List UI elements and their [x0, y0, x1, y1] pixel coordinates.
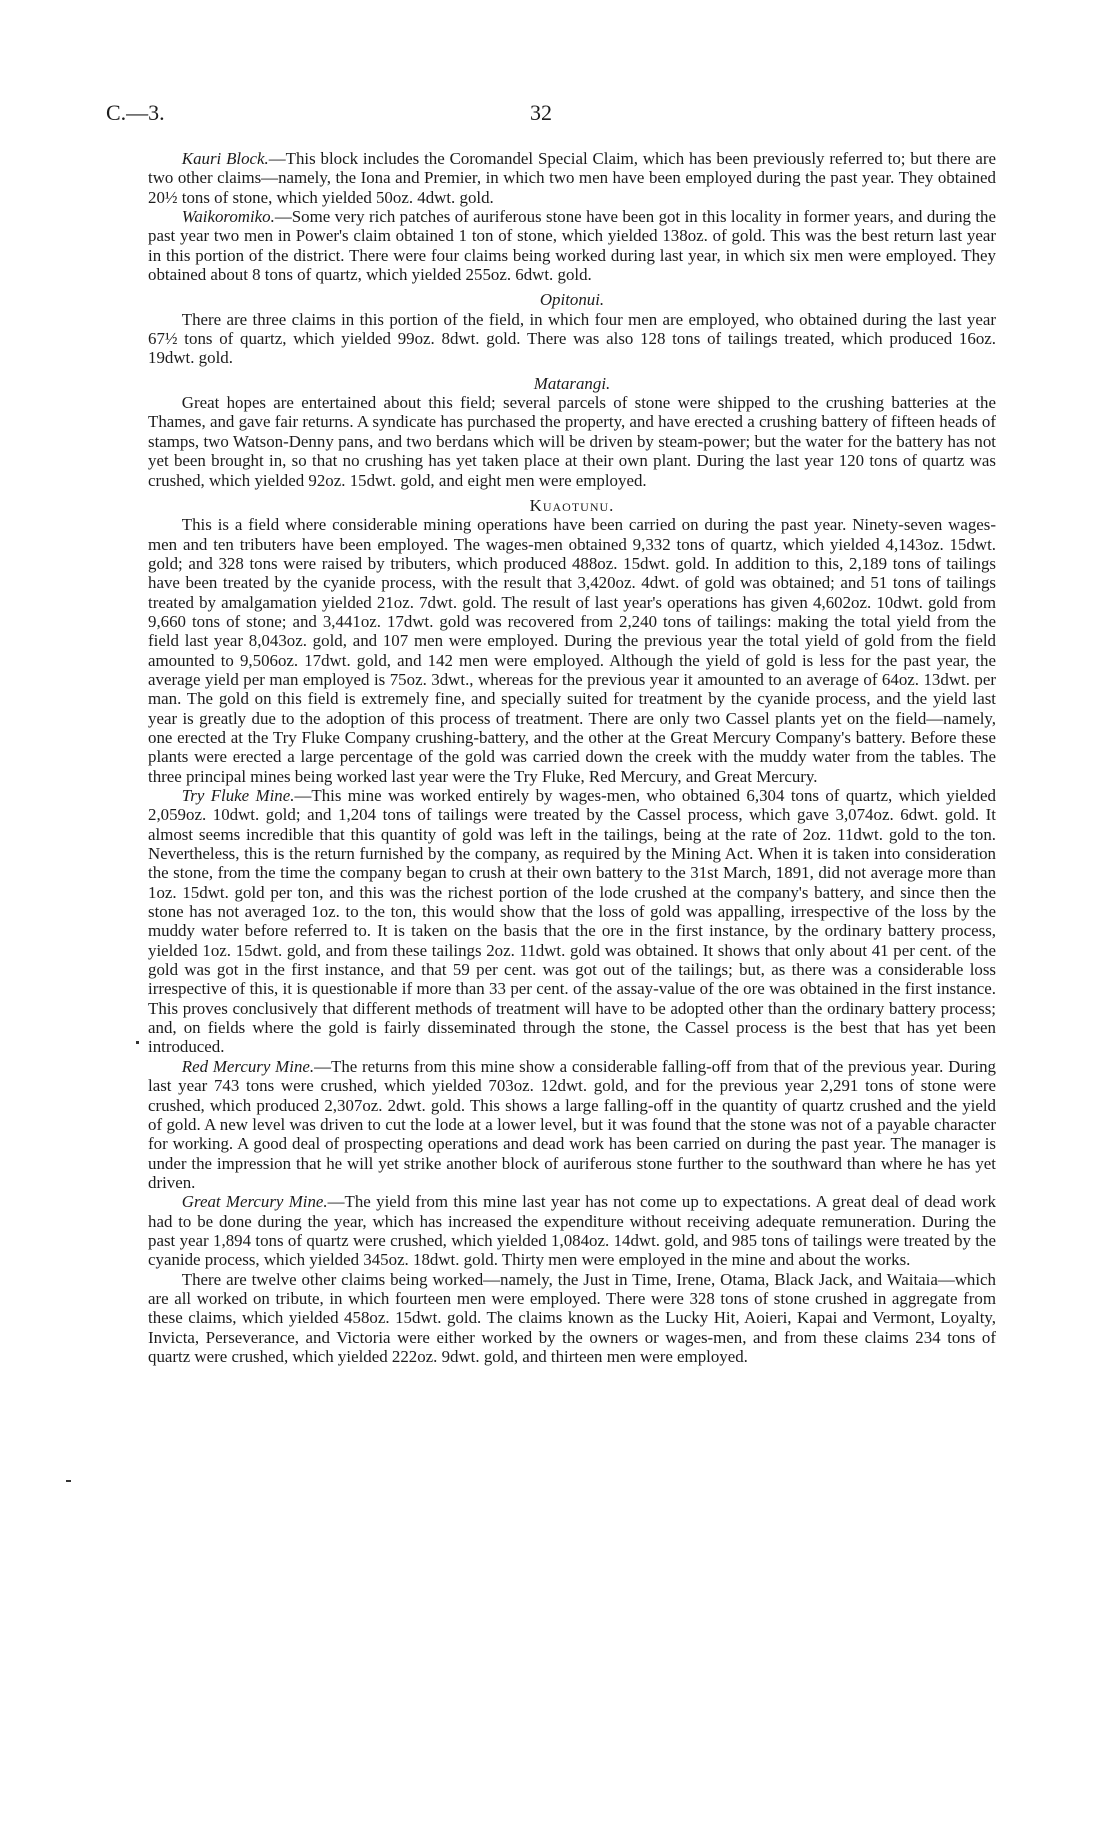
paragraph-lead: Try Fluke Mine.: [181, 786, 295, 805]
paragraph-lead: Red Mercury Mine.: [181, 1056, 315, 1076]
section-heading-kuaotunu: Kuaotunu.: [529, 495, 615, 515]
paragraph-kuaotunu: This is a field where considerable mining operations have been carried on during the past year. Ninety-seven wages-men and ten tributers have been employed. The wages-men obtained 9,332 tons of quartz, which yielded 4,143oz. 15dwt. gold; and 328 tons were raised by tributers, which produced 488oz. 15dwt. gold. In addition to this, 2,189 tons of tailings have been treated by the cyanide process, with the result that 3,420oz. 4dwt. of gold was obtained; and 51 tons of tailings treated by amalgamation yielded 21oz. 7dwt. gold. The result of last year's operations has given 4,602oz. 10dwt. gold from 9,660 tons of stone; and 3,441oz. 17dwt. gold was recovered from 2,240 tons of tailings: making the total yield from the field last year 8,043oz. gold, and 107 men were employed. During the previous year the total yield of gold from the field amounted to 9,506oz. 17dwt. gold, and 142 men were employed. Although the yield of gold is less for the past year, the average yield per man employed is 75oz. 3dwt., whereas for the previous year it amounted to an average of 64oz. 13dwt. per man. The gold on this field is extremely fine, and specially suited for treatment by the cyanide process, and the yield last year is greatly due to the adoption of this process of treatment. There are only two Cassel plants yet on the field—namely, one erected at the Try Fluke Company crushing-battery, and the other at the Great Mercury Company's battery. Before these plants were erected a large percentage of the gold was carried down the creek with the muddy water from the tables. The three principal mines being worked last year were the Try Fluke, Red Mercury, and Great Mercury.: [148, 515, 996, 786]
report-code: C.—3.: [106, 100, 165, 125]
paragraph-lead: Great Mercury Mine.: [181, 1192, 328, 1212]
paragraph-text: —The yield from this mine last year has not come up to expectations. A great deal of dead work had to be done during the year, which has increased the expenditure without receiving adequate remuneration. During the past year 1,894 tons of quartz were crushed, which yielded 1,084oz. 14dwt. gold, and 985 tons of tailings were treated by the cyanide process, which yielded 345oz. 18dwt. gold. Thirty men were employed in the mine and about the works.: [148, 1192, 996, 1270]
body-text: [148, 149, 996, 1366]
paragraph-text: —The returns from this mine show a considerable falling-off from that of the previous year. During last year 743 tons were crushed, which yielded 703oz. 12dwt. gold, and for the previous year 2,291 tons of stone were crushed, which produced 2,307oz. 2dwt. gold. This shows a large falling-off in the quantity of quartz crushed and the yield of gold. A new level was driven to cut the lode at a lower level, but it was found that the stone was not of a payable character for working. A good deal of prospecting operations and dead work has been carried on during the past year. The manager is under the impression that he will yet strike another block of auriferous stone further to the southward than where he has yet driven.: [148, 1056, 996, 1192]
section-heading-opitonui: Opitonui.: [539, 290, 605, 310]
margin-dot-mark: [136, 1041, 139, 1044]
paragraph-red-mercury-mine: [148, 1057, 996, 1192]
paragraph-opitonui: There are three claims in this portion of the field, in which four men are employed, who obtained during the last year 67½ tons of quartz, which yielded 99oz. 8dwt. gold. There was also 128 tons of tailings treated, which produced 16oz. 19dwt. gold.: [148, 309, 996, 368]
paragraph-waikoromiko: [148, 207, 996, 284]
paragraph-text: —This mine was worked entirely by wages-men, who obtained 6,304 tons of quartz, which yielded 2,059oz. 10dwt. gold; and 1,204 tons of tailings were treated by the Cassel process, which gave 3,074oz. 6dwt. gold. It almost seems incredible that this quantity of gold was left in the tailings, being at the rate of 2oz. 11dwt. gold to the ton. Nevertheless, this is the return furnished by the company, as required by the Mining Act. When it is taken into consideration the stone, from the time the company began to crush at their own battery to the 31st March, 1891, did not average more than 1oz. 15dwt. gold per ton, and this was the richest portion of the lode crushed at the company's battery, and since then the stone has not averaged 1oz. to the ton, this would show that the loss of gold was appalling, irrespective of the loss by the muddy water before referred to. It is taken on the basis that the ore in the first instance, by the ordinary battery process, yielded 1oz. 15dwt. gold, and from these tailings 2oz. 11dwt. gold was obtained. It shows that only about 41 per cent. of the gold was got in the first instance, and that 59 per cent. was got out of the tailings; but, as there was a considerable loss irrespective of this, it is questionable if more than 33 per cent. of the assay-value of the ore was obtained in the first instance. This proves conclusively that different methods of treatment will have to be adopted other than the ordinary battery process; and, on fields where the gold is fairly disseminated through the stone, the Cassel process is the best that has yet been introduced.: [148, 786, 996, 1057]
paragraph-lead: Kauri Block.: [181, 149, 269, 168]
paragraph-text: —Some very rich patches of auriferous stone have been got in this locality in former years, and during the past year two men in Power's claim obtained 1 ton of stone, which yielded 138oz. of gold. This was the best return last year in this portion of the district. There were four claims being worked during last year, in which six men were employed. They obtained about 8 tons of quartz, which yielded 255oz. 6dwt. gold.: [148, 207, 996, 285]
page-number: 32: [530, 100, 552, 125]
margin-dash-mark: [66, 1480, 71, 1482]
paragraph-kauri-block: [148, 149, 996, 207]
paragraph-great-mercury-mine: [148, 1192, 996, 1269]
paragraph-text: —This block includes the Coromandel Special Claim, which has been previously referred to; but there are two other claims—namely, the Iona and Premier, in which two men have been employed during the past year. They obtained 20½ tons of stone, which yielded 50oz. 4dwt. gold.: [148, 149, 996, 207]
paragraph-matarangi: Great hopes are entertained about this field; several parcels of stone were shipped to the crushing batteries at the Thames, and gave fair returns. A syndicate has purchased the property, and have erected a crushing battery of fifteen heads of stamps, two Watson-Denny pans, and two berdans which will be driven by steam-power; but the water for the battery has not yet been brought in, so that no crushing has yet taken place at their own plant. During the last year 120 tons of quartz was crushed, which yielded 92oz. 15dwt. gold, and eight men were employed.: [148, 393, 996, 490]
paragraph-try-fluke-mine: [148, 786, 996, 1057]
paragraph-lead: Waikoromiko.: [181, 207, 275, 227]
paragraph-other-claims: There are twelve other claims being worked—namely, the Just in Time, Irene, Otama, Black Jack, and Waitaia—which are all worked on tribute, in which fourteen men were employed. There were 328 tons of stone crushed in aggregate from these claims, which yielded 458oz. 15dwt. gold. The claims known as the Lucky Hit, Aoieri, Kapai and Vermont, Loyalty, Invicta, Perseverance, and Victoria were either worked by the owners or wages-men, and from these claims 234 tons of quartz were crushed, which yielded 222oz. 9dwt. gold, and thirteen men were employed.: [148, 1269, 996, 1366]
section-heading-matarangi: Matarangi.: [533, 373, 611, 393]
